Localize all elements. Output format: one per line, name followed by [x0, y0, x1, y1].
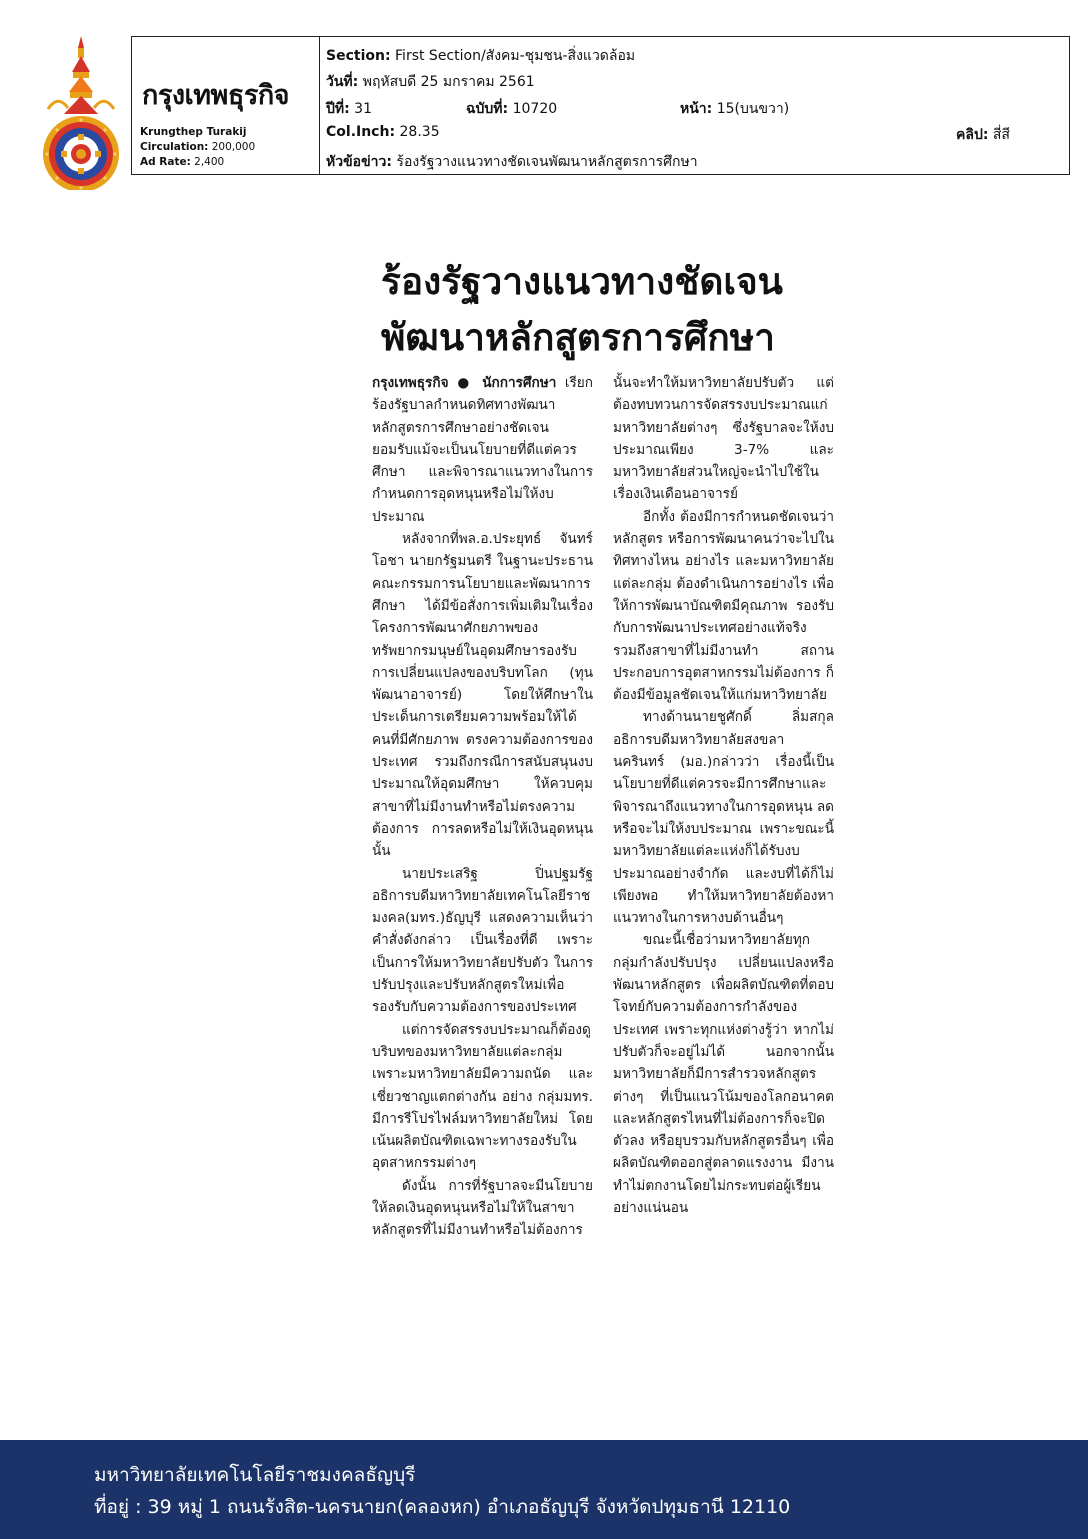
issue-value: 10720 — [512, 101, 558, 117]
clipping-details — [320, 37, 1069, 174]
colinch-label: Col.Inch: — [326, 124, 396, 140]
ad-rate-label: Ad Rate: — [140, 156, 191, 168]
seal-emblem-icon — [40, 34, 122, 190]
article-paragraph: แต่การจัดสรรงบประมาณก็ต้องดูบริบทของมหาวิทยาลัยแต่ละกลุ่ม เพราะมหาวิทยาลัยมีความถนัด และเชี่ยวชาญแตกต่างกัน อย่าง กลุ่มมทร. มีการรีโปรไฟล์มหาวิทยาลัยใหม่ โดยเน้นผลิตบัณฑิตเฉพาะทางรองรับในอุตสาหกรรมต่างๆ — [372, 1021, 593, 1172]
date-row — [326, 71, 535, 93]
colinch-row — [326, 124, 440, 140]
footer-address: ที่อยู่ : 39 หมู่ 1 ถนนรังสิต-นครนายก(คลองหก) อำเภอธัญบุรี จังหวัดปทุมธานี 12110 — [94, 1496, 791, 1518]
clip-label: คลิป: — [956, 127, 989, 143]
clipping-info-box — [131, 36, 1070, 175]
article-paragraph: ขณะนี้เชื่อว่ามหาวิทยาลัยทุกกลุ่มกำลังปรับปรุง เปลี่ยนแปลงหรือพัฒนาหลักสูตร เพื่อผลิตบัณฑิตที่ตอบโจทย์กับความต้องการกำลังของประเทศ เพราะทุกแห่งต่างรู้ว่า หากไม่ปรับตัวก็จะอยู่ไม่ได้ นอกจากนั้นมหาวิทยาลัยก็มีการสำรวจหลักสูตรต่างๆ ที่เป็นแนวโน้มของโลกอนาคต และหลักสูตรไหนที่ไม่ต้องการก็จะปิดตัวลง หรือยุบรวมกับหลักสูตรอื่นๆ เพื่อผลิตบัณฑิตออกสู่ตลาดแรงงาน มีงานทำไม่ตกงานโดยไม่กระทบต่อผู้เรียนอย่างแน่นอน — [613, 932, 834, 1216]
article-paragraph: อีกทั้ง ต้องมีการกำหนดชัดเจนว่าหลักสูตร หรือการพัฒนาคนว่าจะไปในทิศทางไหน อย่างไร และมหาวิทยาลัยแต่ละกลุ่ม ต้องดำเนินการอย่างไร เพื่อให้การพัฒนาบัณฑิตมีคุณภาพ รองรับกับการพัฒนาประเทศอย่างแท้จริง รวมถึงสาขาที่ไม่มีงานทำ สถานประกอบการอุตสาหกรรมไม่ต้องการ ก็ต้องมีข้อมูลชัดเจนให้แก่มหาวิทยาลัย — [613, 508, 834, 704]
article-headline — [381, 254, 841, 366]
newspaper-name: กรุงเทพธุรกิจ — [142, 80, 290, 111]
colinch-value: 28.35 — [399, 124, 440, 140]
headline-label: หัวข้อข่าว: — [326, 154, 392, 170]
circulation-label: Circulation: — [140, 141, 209, 153]
article-paragraph: หลังจากที่พล.อ.ประยุทธ์ จันทร์โอชา นายกรัฐมนตรี ในฐานะประธานคณะกรรมการนโยบายและพัฒนาการศึกษา ได้มีข้อสั่งการเพิ่มเติมในเรื่องโครงการพัฒนาศักยภาพของทรัพยากรมนุษย์ในอุดมศึกษารองรับการเปลี่ยนแปลงของบริบทโลก (ทุนพัฒนาอาจารย์) โดยให้ศึกษาในประเด็นการเตรียมความพร้อมให้ได้คนที่มีศักยภาพ ตรงความต้องการของประเทศ รวมถึงกรณีการสนับสนุนงบประมาณให้อุดมศึกษา ให้ควบคุมสาขาที่ไม่มีงานทำหรือไม่ตรงความต้องการ การลดหรือไม่ให้เงินอุดหนุนนั้น — [372, 531, 593, 860]
year-label: ปีที่: — [326, 101, 350, 117]
year-value: 31 — [354, 101, 372, 117]
article-column-1 — [372, 372, 593, 1242]
clip-row — [956, 124, 1010, 146]
headline-value: ร้องรัฐวางแนวทางชัดเจนพัฒนาหลักสูตรการศึกษา — [396, 154, 698, 170]
university-seal-logo — [40, 34, 122, 190]
publication-panel — [132, 37, 320, 174]
section-row — [326, 45, 635, 67]
clip-value: สี่สี — [992, 127, 1010, 143]
ad-rate-value: 2,400 — [194, 156, 225, 168]
circulation-value: 200,000 — [211, 141, 256, 153]
footer-band — [0, 1440, 1088, 1539]
date-value: พฤหัสบดี 25 มกราคม 2561 — [362, 74, 535, 90]
headline-line-2: พัฒนาหลักสูตรการศึกษา — [381, 316, 775, 359]
article-paragraph — [372, 372, 593, 528]
publication-meta — [140, 125, 255, 170]
headline-line-1: ร้องรัฐวางแนวทางชัดเจน — [381, 260, 783, 303]
article-column-2 — [613, 372, 834, 1219]
page-row — [680, 98, 789, 120]
paper-name-en: Krungthep Turakij — [140, 126, 247, 138]
issue-row — [466, 98, 557, 120]
article-paragraph: นายประเสริฐ ปิ่นปฐมรัฐ อธิการบดีมหาวิทยาลัยเทคโนโลยีราชมงคล(มทร.)ธัญบุรี แสดงความเห็นว่าคำสั่งดังกล่าว เป็นเรื่องที่ดี เพราะเป็นการให้มหาวิทยาลัยปรับตัว ในการปรับปรุงและปรับหลักสูตรใหม่เพื่อรองรับกับความต้องการของประเทศ — [372, 865, 593, 1016]
byline: กรุงเทพธุรกิจ ● นักการศึกษา — [372, 375, 557, 391]
article-paragraph: ดังนั้น การที่รัฐบาลจะมีนโยบายให้ลดเงินอุดหนุนหรือไม่ให้ในสาขาหลักสูตรที่ไม่มีงานทำหรือไม่ต้องการ — [372, 1177, 593, 1239]
date-label: วันที่: — [326, 74, 359, 90]
footer-university-name: มหาวิทยาลัยเทคโนโลยีราชมงคลธัญบุรี — [94, 1464, 416, 1486]
article-paragraph: ทางด้านนายชูศักดิ์ ลิ่มสกุล อธิการบดีมหาวิทยาลัยสงขลานครินทร์ (มอ.)กล่าวว่า เรื่องนี้เป็นนโยบายที่ดีแต่ควรจะมีการศึกษาและพิจารณาถึงแนวทางในการอุดหนุน ลด หรือจะไม่ให้งบประมาณ เพราะขณะนี้มหาวิทยาลัยแต่ละแห่งก็ได้รับงบประมาณอย่างจำกัด และงบที่ได้ก็ไม่เพียงพอ ทำให้มหาวิทยาลัยต้องหาแนวทางในการหางบด้านอื่นๆ — [613, 709, 835, 927]
year-row — [326, 98, 372, 120]
article-paragraph: นั้นจะทำให้มหาวิทยาลัยปรับตัว แต่ต้องทบทวนการจัดสรรงบประมาณแก่มหาวิทยาลัยต่างๆ ซึ่งรัฐบาลจะให้งบประมาณเพียง 3-7% และมหาวิทยาลัยส่วนใหญ่จะนำไปใช้ในเรื่องเงินเดือนอาจารย์ — [613, 375, 834, 503]
headline-row — [326, 151, 698, 173]
paragraph-text: เรียกร้องรัฐบาลกำหนดทิศทางพัฒนาหลักสูตรการศึกษาอย่างชัดเจน ยอมรับแม้จะเป็นนโยบายที่ดีแต่ควรศึกษา และพิจารณาแนวทางในการกำหนดการอุดหนุนหรือไม่ให้งบประมาณ — [372, 375, 593, 525]
page-value: 15(บนขวา) — [716, 101, 790, 117]
issue-label: ฉบับที่: — [466, 101, 509, 117]
section-value: First Section/สังคม-ชุมชน-สิ่งแวดล้อม — [395, 48, 636, 64]
section-label: Section: — [326, 48, 391, 64]
page-label: หน้า: — [680, 101, 713, 117]
